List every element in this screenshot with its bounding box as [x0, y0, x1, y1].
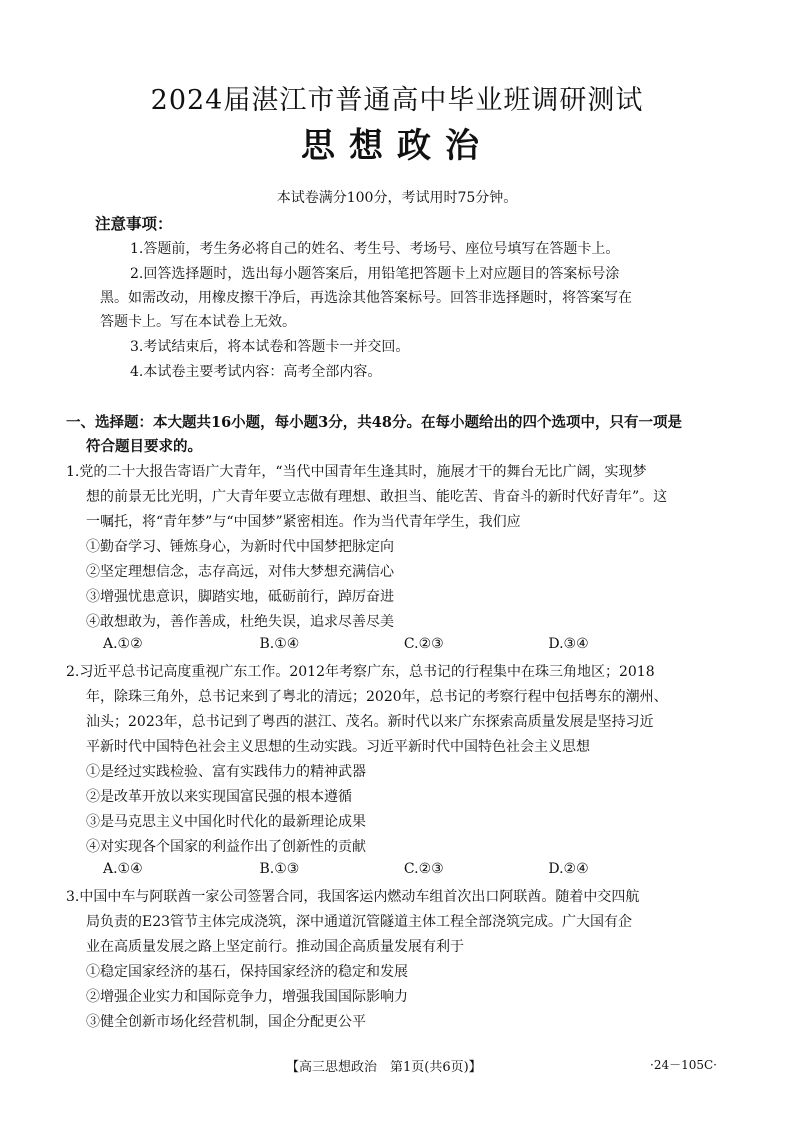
option-c[interactable]: C.②③ [403, 636, 444, 652]
option-c[interactable]: C.②③ [403, 861, 444, 877]
q2-options [103, 861, 660, 877]
q1-item: ④敢想敢为，善作善成，杜绝失误，追求尽善尽美 [86, 614, 394, 630]
q2-stem: 2.习近平总书记高度重视广东工作。2012年考察广东，总书记的行程集中在珠三角地区；2018 [66, 664, 655, 680]
footer-page-info: 【高三思想政治 第1页(共6页)】 [286, 1060, 482, 1075]
q3-stem: 3.中国中车与阿联酋一家公司签署合同，我国客运内燃动车组首次出口阿联酋。随着中交四航 [66, 889, 640, 905]
notice-line: 3.考试结束后，将本试卷和答题卡一并交回。 [130, 339, 410, 355]
notice-line: 4.本试卷主要考试内容：高考全部内容。 [130, 364, 382, 380]
q3-stem: 业在高质量发展之路上坚定前行。推动国企高质量发展有利于 [86, 939, 464, 955]
q1-stem: 1.党的二十大报告寄语广大青年，“当代中国青年生逢其时，施展才干的舞台无比广阔，实现梦 [66, 464, 647, 480]
q2-item: ④对实现各个国家的利益作出了创新性的贡献 [86, 839, 366, 855]
q1-item: ②坚定理想信念，志存高远，对伟大梦想充满信心 [86, 564, 394, 580]
q3-item: ③健全创新市场化经营机制，国企分配更公平 [86, 1014, 366, 1030]
q2-item: ①是经过实践检验、富有实践伟力的精神武器 [86, 764, 366, 780]
option-b[interactable]: B.①④ [259, 636, 300, 652]
exam-title: 2024届湛江市普通高中毕业班调研测试 [150, 85, 644, 116]
section-heading-cont: 符合题目要求的。 [86, 438, 202, 455]
q1-item: ①勤奋学习、锤炼身心，为新时代中国梦把脉定向 [86, 539, 394, 555]
notice-line: 答题卡上。写在本试卷上无效。 [100, 314, 296, 330]
q2-stem: 年，除珠三角外，总书记来到了粤北的清远；2020年，总书记的考察行程中包括粤东的潮州、 [86, 689, 668, 705]
notice-line: 黑。如需改动，用橡皮擦干净后，再选涂其他答案标号。回答非选择题时，将答案写在 [100, 290, 632, 306]
q2-stem: 汕头；2023年，总书记到了粤西的湛江、茂名。新时代以来广东探索高质量发展是坚持习近 [86, 714, 654, 730]
option-a[interactable]: A.①④ [103, 861, 143, 877]
q1-item: ③增强忧患意识，脚踏实地，砥砺前行，踔厉奋进 [86, 589, 394, 605]
q1-options [103, 636, 660, 652]
subject-title: 思想政治 [301, 126, 493, 166]
notice-line: 1.答题前，考生务必将自己的姓名、考生号、考场号、座位号填写在答题卡上。 [130, 241, 620, 257]
option-a[interactable]: A.①② [103, 636, 143, 652]
option-b[interactable]: B.①③ [259, 861, 300, 877]
q3-stem: 局负责的E23管节主体完成浇筑，深中通道沉管隧道主体工程全部浇筑完成。广大国有企 [86, 914, 633, 930]
q2-item: ③是马克思主义中国化时代化的最新理论成果 [86, 814, 366, 830]
q3-item: ②增强企业实力和国际竞争力，增强我国国际影响力 [86, 989, 408, 1005]
q2-item: ②是改革开放以来实现国富民强的根本遵循 [86, 789, 352, 805]
footer-code: ·24－105C· [650, 1058, 717, 1072]
notice-heading: 注意事项： [95, 214, 173, 233]
section-heading: 一、选择题：本大题共16小题，每小题3分，共48分。在每小题给出的四个选项中，只有一项是 [66, 414, 682, 431]
q1-stem: 一嘱托，将“青年梦”与“中国梦”紧密相连。作为当代青年学生，我们应 [86, 514, 521, 530]
option-d[interactable]: D.②④ [548, 861, 589, 877]
q3-item: ①稳定国家经济的基石，保持国家经济的稳定和发展 [86, 964, 408, 980]
notice-line: 2.回答选择题时，选出每小题答案后，用铅笔把答题卡上对应题目的答案标号涂 [130, 266, 620, 282]
option-d[interactable]: D.③④ [548, 636, 589, 652]
q1-stem: 想的前景无比光明，广大青年要立志做有理想、敢担当、能吃苦、肯奋斗的新时代好青年”。这 [86, 489, 668, 505]
exam-info: 本试卷满分100分，考试用时75分钟。 [276, 190, 518, 206]
q2-stem: 平新时代中国特色社会主义思想的生动实践。习近平新时代中国特色社会主义思想 [86, 739, 590, 755]
